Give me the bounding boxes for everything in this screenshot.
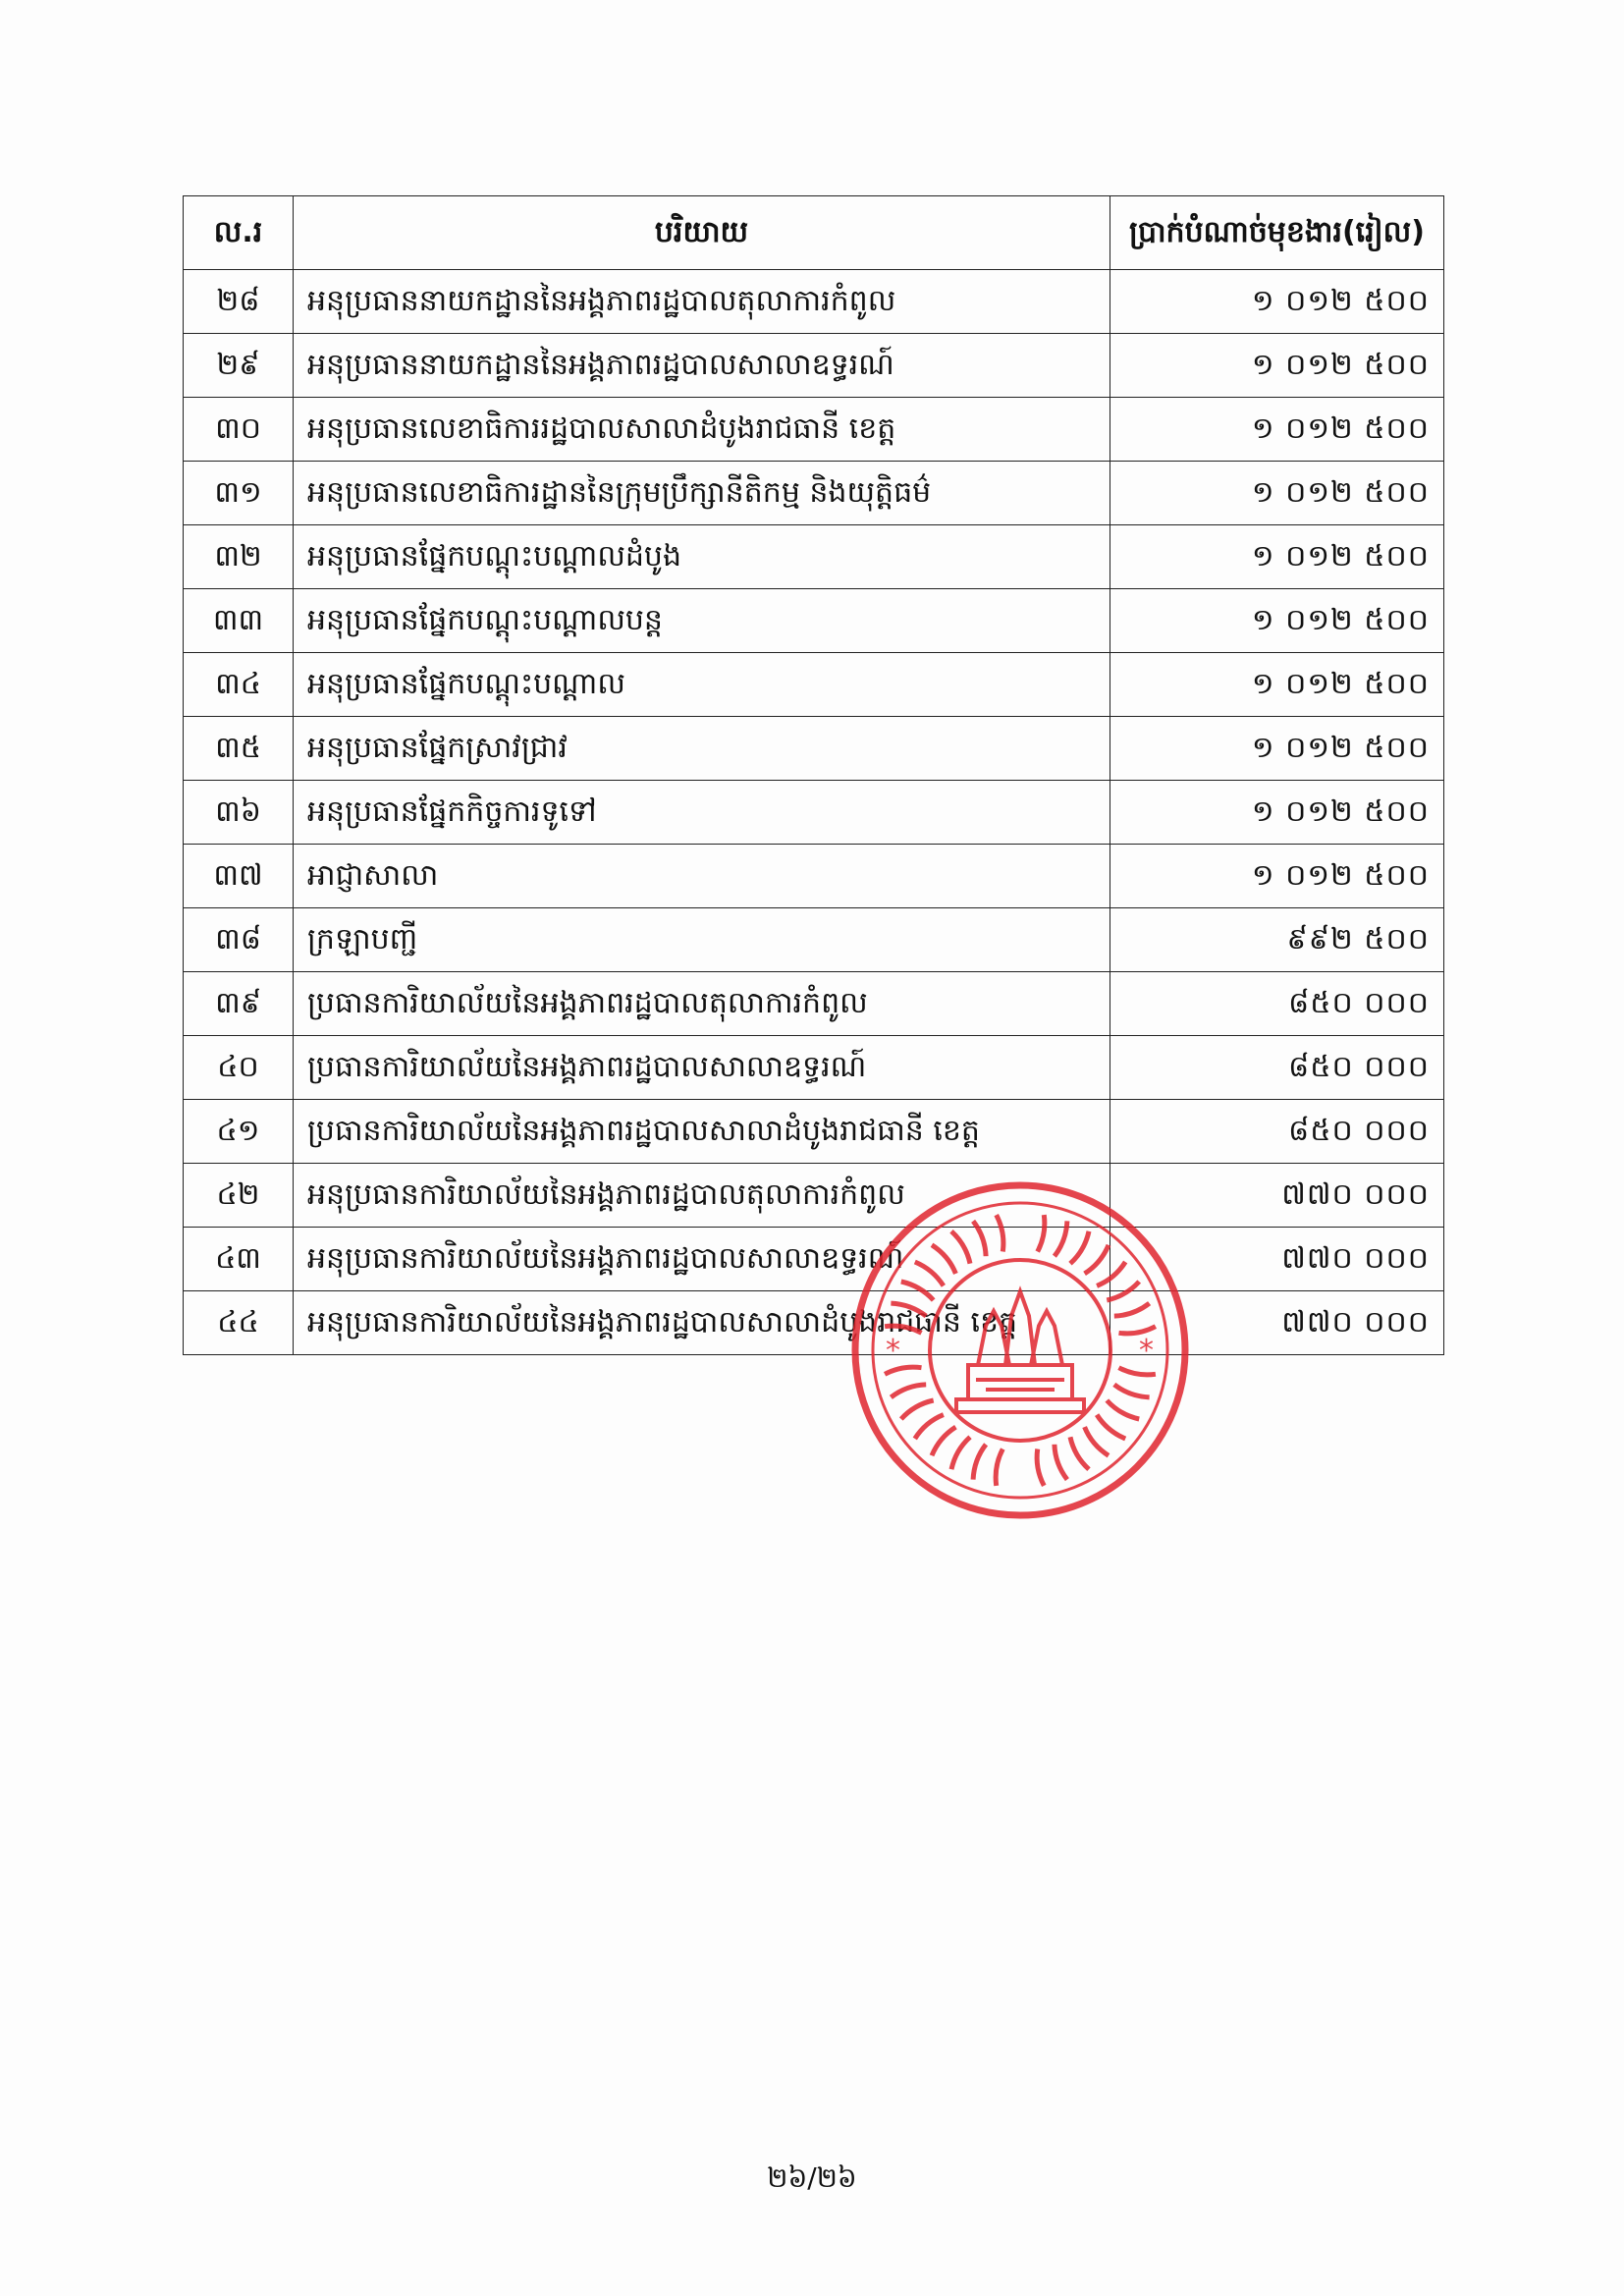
row-amount: ១ ០១២ ៥០០: [1110, 334, 1444, 398]
row-description: ក្រឡាបញ្ជី: [294, 908, 1110, 972]
table-row: [184, 525, 1444, 589]
row-amount: ៨៥០ ០០០: [1110, 1100, 1444, 1164]
row-amount: ៧៧០ ០០០: [1110, 1228, 1444, 1291]
row-number: ៤១: [184, 1100, 294, 1164]
row-number: ៣០: [184, 398, 294, 462]
row-amount: ១ ០១២ ៥០០: [1110, 525, 1444, 589]
header-amount: ប្រាក់បំណាច់មុខងារ(រៀល): [1110, 196, 1444, 270]
table-row: [184, 1100, 1444, 1164]
row-number: ៣៥: [184, 717, 294, 781]
row-number: ៣២: [184, 525, 294, 589]
row-amount: ១ ០១២ ៥០០: [1110, 781, 1444, 845]
table-row: [184, 653, 1444, 717]
row-amount: ៩៩២ ៥០០: [1110, 908, 1444, 972]
svg-text:*: *: [886, 1334, 900, 1368]
table-row: [184, 462, 1444, 525]
table-row: [184, 717, 1444, 781]
row-amount: ៧៧០ ០០០: [1110, 1291, 1444, 1355]
table-row: [184, 1228, 1444, 1291]
row-amount: ៧៧០ ០០០: [1110, 1164, 1444, 1228]
row-number: ៤២: [184, 1164, 294, 1228]
row-description: ប្រធានការិយាល័យនៃអង្គភាពរដ្ឋបាលសាលាដំបូងរាជធានី ខេត្ត: [294, 1100, 1110, 1164]
table-row: [184, 398, 1444, 462]
row-description: អនុប្រធានការិយាល័យនៃអង្គភាពរដ្ឋបាលសាលាឧទ្ធរណ៍: [294, 1228, 1110, 1291]
table-row: [184, 781, 1444, 845]
row-number: ២៩: [184, 334, 294, 398]
row-description: អនុប្រធានផ្នែកកិច្ចការទូទៅ: [294, 781, 1110, 845]
page-number: ២៦/២៦: [767, 2161, 857, 2194]
table-row: [184, 270, 1444, 334]
row-number: ៤៣: [184, 1228, 294, 1291]
row-amount: ១ ០១២ ៥០០: [1110, 398, 1444, 462]
row-description: អាជ្ញាសាលា: [294, 845, 1110, 908]
row-amount: ១ ០១២ ៥០០: [1110, 717, 1444, 781]
row-amount: ៨៥០ ០០០: [1110, 1036, 1444, 1100]
table-row: [184, 1164, 1444, 1228]
row-number: ៣៣: [184, 589, 294, 653]
row-amount: ១ ០១២ ៥០០: [1110, 845, 1444, 908]
table-row: [184, 1291, 1444, 1355]
row-number: ៣៧: [184, 845, 294, 908]
header-description: បរិយាយ: [294, 196, 1110, 270]
row-number: ៣៦: [184, 781, 294, 845]
row-description: អនុប្រធាននាយកដ្ឋាននៃអង្គភាពរដ្ឋបាលសាលាឧទ្ធរណ៍: [294, 334, 1110, 398]
row-description: អនុប្រធានលេខាធិការដ្ឋាននៃក្រុមប្រឹក្សានីតិកម្ម និងយុត្តិធម៌: [294, 462, 1110, 525]
row-amount: ១ ០១២ ៥០០: [1110, 462, 1444, 525]
row-number: ៤០: [184, 1036, 294, 1100]
row-description: អនុប្រធានផ្នែកស្រាវជ្រាវ: [294, 717, 1110, 781]
row-number: ៣១: [184, 462, 294, 525]
row-amount: ៨៥០ ០០០: [1110, 972, 1444, 1036]
row-description: អនុប្រធានលេខាធិការរដ្ឋបាលសាលាដំបូងរាជធានី ខេត្ត: [294, 398, 1110, 462]
svg-text:*: *: [1139, 1334, 1154, 1368]
table-row: [184, 908, 1444, 972]
row-amount: ១ ០១២ ៥០០: [1110, 589, 1444, 653]
row-description: ប្រធានការិយាល័យនៃអង្គភាពរដ្ឋបាលសាលាឧទ្ធរណ៍: [294, 1036, 1110, 1100]
row-number: ៣៩: [184, 972, 294, 1036]
row-description: ប្រធានការិយាល័យនៃអង្គភាពរដ្ឋបាលតុលាការកំពូល: [294, 972, 1110, 1036]
row-description: អនុប្រធានផ្នែកបណ្ដុះបណ្ដាលបន្ត: [294, 589, 1110, 653]
table-row: [184, 1036, 1444, 1100]
row-description: អនុប្រធានផ្នែកបណ្ដុះបណ្ដាល: [294, 653, 1110, 717]
table-body: [184, 270, 1444, 1355]
table-row: [184, 334, 1444, 398]
row-number: ៣៤: [184, 653, 294, 717]
header-number: ល.រ: [184, 196, 294, 270]
row-description: អនុប្រធាននាយកដ្ឋាននៃអង្គភាពរដ្ឋបាលតុលាការកំពូល: [294, 270, 1110, 334]
row-number: ២៨: [184, 270, 294, 334]
row-amount: ១ ០១២ ៥០០: [1110, 653, 1444, 717]
row-number: ៤៤: [184, 1291, 294, 1355]
table-row: [184, 972, 1444, 1036]
row-number: ៣៨: [184, 908, 294, 972]
allowance-table: [183, 195, 1444, 1355]
row-description: អនុប្រធានការិយាល័យនៃអង្គភាពរដ្ឋបាលសាលាដំបូងរាជធានី ខេត្ត: [294, 1291, 1110, 1355]
table-header-row: [184, 196, 1444, 270]
row-description: អនុប្រធានការិយាល័យនៃអង្គភាពរដ្ឋបាលតុលាការកំពូល: [294, 1164, 1110, 1228]
table-row: [184, 845, 1444, 908]
row-amount: ១ ០១២ ៥០០: [1110, 270, 1444, 334]
row-description: អនុប្រធានផ្នែកបណ្ដុះបណ្ដាលដំបូង: [294, 525, 1110, 589]
table-row: [184, 589, 1444, 653]
